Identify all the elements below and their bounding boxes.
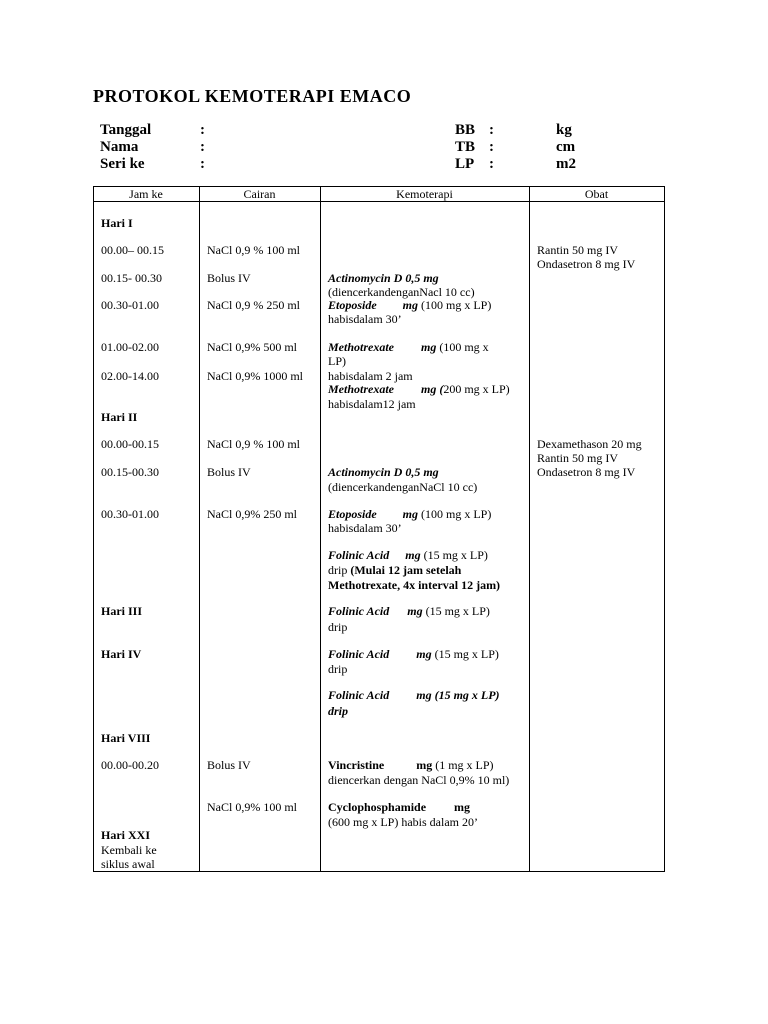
drug-dose: mg (15 mg x LP): [416, 688, 500, 702]
header-obat: Obat: [584, 187, 609, 201]
colon: :: [200, 156, 205, 172]
drug-instruction: habisdalam 30’: [328, 521, 402, 535]
time-slot: 00.00-00.20: [101, 758, 159, 772]
drug-dose-line: [328, 688, 500, 702]
drug-unit: mg: [421, 340, 437, 354]
time-slot: 00.15-00.30: [101, 465, 159, 479]
drug-name: Methotrexate: [328, 382, 394, 396]
drug-unit: mg: [416, 647, 432, 661]
time-slot: 00.00-00.15: [101, 437, 159, 451]
drug-name: Folinic Acid: [328, 604, 390, 618]
drug-name: Vincristine: [328, 758, 385, 772]
day-label: Hari I: [101, 216, 133, 230]
drug-dose-line: [328, 340, 489, 354]
drug-instruction: drip: [328, 704, 349, 718]
drug-dose-line: [328, 548, 488, 562]
header-kemoterapi: Kemoterapi: [396, 187, 453, 201]
drug-dose: (15 mg x LP): [420, 548, 488, 562]
fluid-entry: Bolus IV: [207, 465, 251, 479]
drug-schedule: Methotrexate, 4x interval 12 jam): [328, 578, 501, 592]
drug-unit: mg (: [421, 382, 444, 396]
fluid-entry: NaCl 0,9% 100 ml: [207, 800, 297, 814]
kg-unit: kg: [556, 122, 572, 138]
page-title: PROTOKOL KEMOTERAPI EMACO: [93, 86, 412, 106]
colon: :: [200, 122, 205, 138]
tb-label: TB: [455, 139, 476, 155]
drug-dose-line: [328, 758, 494, 772]
drug-dose: (100 mg x LP): [418, 507, 492, 521]
drug-instruction: LP): [328, 354, 346, 368]
drug-name: Folinic Acid: [328, 548, 390, 562]
drug-name: Actinomycin D 0,5 mg: [328, 271, 439, 285]
drug-dose: 200 mg x LP): [443, 382, 510, 396]
drug-instruction: (diencerkandenganNaCl 10 cc): [328, 480, 478, 494]
time-slot: 00.15- 00.30: [101, 271, 162, 285]
drug-instruction: (diencerkandenganNacl 10 cc): [328, 285, 475, 299]
drug-dose-line: [328, 647, 499, 661]
drug-dose: (15 mg x LP): [422, 604, 490, 618]
lp-label: LP: [455, 156, 475, 172]
cm-unit: cm: [556, 139, 576, 155]
drug-instruction: [328, 563, 461, 577]
day-label: Hari VIII: [101, 731, 151, 745]
table-border-left: [93, 186, 94, 872]
header-cairan: Cairan: [243, 187, 276, 201]
fluid-entry: NaCl 0,9% 250 ml: [207, 507, 297, 521]
drug-dose-line: [328, 800, 470, 814]
time-slot: 00.30-01.00: [101, 507, 159, 521]
tanggal-label: Tanggal: [100, 122, 152, 138]
nama-label: Nama: [100, 139, 139, 155]
cycle-note: Kembali ke: [101, 843, 157, 857]
drug-instruction: diencerkan dengan NaCl 0,9% 10 ml): [328, 773, 510, 787]
colon: :: [489, 156, 494, 172]
table-border-right: [664, 186, 665, 872]
seri-label: Seri ke: [100, 156, 145, 172]
day-label: Hari III: [101, 604, 143, 618]
time-slot: 00.00– 00.15: [101, 243, 164, 257]
premed-entry: Dexamethason 20 mg: [537, 437, 642, 451]
fluid-entry: NaCl 0,9 % 250 ml: [207, 298, 300, 312]
drug-instruction: habisdalam 2 jam: [328, 369, 413, 383]
drug-route: drip: [328, 563, 351, 577]
fluid-entry: Bolus IV: [207, 758, 251, 772]
column-divider: [529, 186, 530, 872]
drug-unit: mg: [407, 604, 423, 618]
cycle-note: siklus awal: [101, 857, 155, 871]
fluid-entry: NaCl 0,9% 500 ml: [207, 340, 297, 354]
header-jam-ke: Jam ke: [129, 187, 163, 201]
drug-name: Cyclophosphamide: [328, 800, 427, 814]
premed-entry: Ondasetron 8 mg IV: [537, 257, 636, 271]
column-divider: [320, 186, 321, 872]
table-header-divider: [93, 201, 664, 202]
premed-entry: Ondasetron 8 mg IV: [537, 465, 636, 479]
column-divider: [199, 186, 200, 872]
fluid-entry: NaCl 0,9 % 100 ml: [207, 437, 300, 451]
drug-instruction: drip: [328, 662, 348, 676]
day-label: Hari II: [101, 410, 138, 424]
day-label: Hari IV: [101, 647, 142, 661]
drug-instruction: (600 mg x LP) habis dalam 20’: [328, 815, 478, 829]
drug-dose-line: [328, 382, 510, 396]
colon: :: [489, 122, 494, 138]
drug-unit: mg: [402, 507, 419, 521]
drug-instruction: habisdalam12 jam: [328, 397, 416, 411]
drug-unit: mg: [416, 758, 433, 772]
drug-unit: mg: [402, 298, 419, 312]
drug-name: Etoposide: [328, 298, 377, 312]
drug-dose-line: [328, 604, 490, 618]
drug-dose-line: [328, 507, 491, 521]
drug-name: Methotrexate: [328, 340, 394, 354]
drug-name: Etoposide: [328, 507, 377, 521]
colon: :: [489, 139, 494, 155]
drug-dose-line: [328, 298, 491, 312]
fluid-entry: NaCl 0,9 % 100 ml: [207, 243, 300, 257]
drug-name: Folinic Acid: [328, 688, 390, 702]
time-slot: 01.00-02.00: [101, 340, 159, 354]
drug-unit: mg: [405, 548, 421, 562]
m2-unit: m2: [556, 156, 576, 172]
premed-entry: Rantin 50 mg IV: [537, 243, 618, 257]
time-slot: 00.30-01.00: [101, 298, 159, 312]
table-border-bottom: [93, 871, 664, 872]
drug-instruction: drip: [328, 620, 348, 634]
drug-dose: (100 mg x: [436, 340, 489, 354]
drug-schedule: (Mulai 12 jam setelah: [350, 563, 462, 577]
drug-name: Folinic Acid: [328, 647, 390, 661]
time-slot: 02.00-14.00: [101, 369, 159, 383]
drug-dose: (100 mg x LP): [418, 298, 492, 312]
drug-dose: (1 mg x LP): [432, 758, 494, 772]
colon: :: [200, 139, 205, 155]
drug-name: Actinomycin D 0,5 mg: [328, 465, 439, 479]
drug-dose: (15 mg x LP): [431, 647, 499, 661]
fluid-entry: Bolus IV: [207, 271, 251, 285]
premed-entry: Rantin 50 mg IV: [537, 451, 618, 465]
fluid-entry: NaCl 0,9% 1000 ml: [207, 369, 303, 383]
bb-label: BB: [455, 122, 476, 138]
drug-unit: mg: [454, 800, 471, 814]
day-label: Hari XXI: [101, 828, 150, 842]
drug-instruction: habisdalam 30’: [328, 312, 402, 326]
